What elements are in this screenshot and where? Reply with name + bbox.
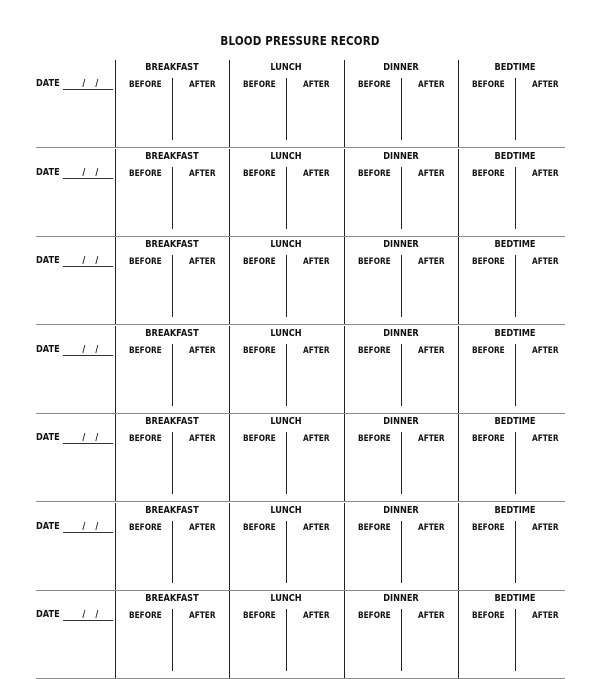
date-underline <box>63 620 113 621</box>
before-after-divider <box>401 167 402 229</box>
column-divider <box>115 591 116 679</box>
after-cell[interactable]: AFTER <box>418 80 445 90</box>
meal-heading: BEDTIME <box>494 416 536 427</box>
meal-heading: BREAKFAST <box>145 150 199 162</box>
date-label: DATE <box>36 520 60 532</box>
record-row <box>36 503 565 591</box>
before-after-divider <box>515 609 516 671</box>
meal-heading: LUNCH <box>270 504 302 516</box>
before-cell[interactable]: BEFORE <box>243 345 276 356</box>
date-underline <box>63 89 113 90</box>
before-after-divider <box>401 521 402 583</box>
before-cell[interactable]: BEFORE <box>472 168 505 179</box>
meal-heading: BREAKFAST <box>145 239 199 250</box>
before-after-divider <box>401 78 402 140</box>
after-cell[interactable]: AFTER <box>418 611 445 621</box>
before-cell[interactable]: BEFORE <box>472 257 505 267</box>
before-cell[interactable]: BEFORE <box>472 345 505 356</box>
column-divider <box>115 60 116 148</box>
after-cell[interactable]: AFTER <box>303 434 330 444</box>
column-divider <box>115 149 116 237</box>
before-after-divider <box>286 344 287 406</box>
date-underline <box>63 532 113 533</box>
column-divider <box>115 237 116 325</box>
before-after-divider <box>515 344 516 406</box>
column-divider <box>229 237 230 325</box>
record-row <box>36 591 565 679</box>
before-cell[interactable]: BEFORE <box>129 611 162 621</box>
before-cell[interactable]: BEFORE <box>243 80 276 90</box>
column-divider <box>458 414 459 502</box>
after-cell[interactable]: AFTER <box>189 611 216 621</box>
column-divider <box>229 503 230 591</box>
date-label: DATE <box>36 78 60 89</box>
after-cell[interactable]: AFTER <box>532 434 559 444</box>
column-divider <box>229 149 230 237</box>
before-after-divider <box>515 255 516 317</box>
before-after-divider <box>172 521 173 583</box>
column-divider <box>458 591 459 679</box>
meal-heading: BREAKFAST <box>145 504 199 516</box>
date-field[interactable] <box>36 78 114 94</box>
column-divider <box>344 503 345 591</box>
after-cell[interactable]: AFTER <box>303 257 330 267</box>
date-slash: / <box>82 255 86 266</box>
meal-heading: BREAKFAST <box>145 62 199 73</box>
before-after-divider <box>401 432 402 494</box>
column-divider <box>344 326 345 414</box>
column-divider <box>229 60 230 148</box>
meal-heading: DINNER <box>383 62 419 73</box>
meal-heading: BEDTIME <box>494 593 536 604</box>
meal-heading: BEDTIME <box>494 327 536 339</box>
after-cell[interactable]: AFTER <box>189 168 216 179</box>
meal-heading: DINNER <box>383 150 419 162</box>
date-underline <box>63 443 113 444</box>
before-after-divider <box>172 167 173 229</box>
record-row <box>36 326 565 414</box>
after-cell[interactable]: AFTER <box>303 345 330 356</box>
after-cell[interactable]: AFTER <box>418 257 445 267</box>
column-divider <box>229 414 230 502</box>
date-label: DATE <box>36 609 60 620</box>
before-cell[interactable]: BEFORE <box>129 257 162 267</box>
column-divider <box>115 503 116 591</box>
before-after-divider <box>286 78 287 140</box>
before-after-divider <box>172 432 173 494</box>
before-cell[interactable]: BEFORE <box>358 611 391 621</box>
column-divider <box>458 326 459 414</box>
meal-heading: BREAKFAST <box>145 416 199 427</box>
before-after-divider <box>401 255 402 317</box>
before-cell[interactable]: BEFORE <box>243 522 276 533</box>
date-label: DATE <box>36 166 60 178</box>
date-underline <box>63 355 113 356</box>
meal-heading: LUNCH <box>270 416 302 427</box>
date-slash: / <box>82 520 86 532</box>
column-divider <box>344 237 345 325</box>
date-slash: / <box>95 432 99 443</box>
date-slash: / <box>95 166 99 178</box>
meal-heading: DINNER <box>383 416 419 427</box>
before-cell[interactable]: BEFORE <box>129 168 162 179</box>
before-cell[interactable]: BEFORE <box>358 345 391 356</box>
record-row <box>36 237 565 325</box>
after-cell[interactable]: AFTER <box>418 168 445 179</box>
date-field[interactable] <box>36 432 114 448</box>
date-underline <box>63 266 113 267</box>
date-label: DATE <box>36 255 60 266</box>
after-cell[interactable]: AFTER <box>418 522 445 533</box>
date-label: DATE <box>36 343 60 355</box>
page-title: BLOOD PRESSURE RECORD <box>220 34 380 48</box>
before-cell[interactable]: BEFORE <box>243 434 276 444</box>
date-field[interactable] <box>36 609 114 625</box>
meal-heading: LUNCH <box>270 150 302 162</box>
column-divider <box>458 237 459 325</box>
after-cell[interactable]: AFTER <box>189 345 216 356</box>
date-field[interactable] <box>36 167 114 183</box>
meal-heading: BEDTIME <box>494 239 536 250</box>
meal-heading: DINNER <box>383 327 419 339</box>
meal-heading: BREAKFAST <box>145 327 199 339</box>
after-cell[interactable]: AFTER <box>303 80 330 90</box>
after-cell[interactable]: AFTER <box>303 168 330 179</box>
before-cell[interactable]: BEFORE <box>243 257 276 267</box>
date-slash: / <box>95 255 99 266</box>
date-slash: / <box>82 78 86 89</box>
before-cell[interactable]: BEFORE <box>243 168 276 179</box>
before-after-divider <box>286 521 287 583</box>
date-field[interactable] <box>36 344 114 360</box>
after-cell[interactable]: AFTER <box>303 522 330 533</box>
before-cell[interactable]: BEFORE <box>358 257 391 267</box>
meal-heading: LUNCH <box>270 327 302 339</box>
before-after-divider <box>286 609 287 671</box>
date-field[interactable] <box>36 255 114 271</box>
before-after-divider <box>286 255 287 317</box>
record-row <box>36 414 565 502</box>
column-divider <box>458 149 459 237</box>
date-label: DATE <box>36 432 60 443</box>
meal-heading: LUNCH <box>270 593 302 604</box>
date-slash: / <box>82 432 86 443</box>
after-cell[interactable]: AFTER <box>418 345 445 356</box>
after-cell[interactable]: AFTER <box>532 611 559 621</box>
after-cell[interactable]: AFTER <box>532 80 559 90</box>
column-divider <box>344 149 345 237</box>
meal-heading: BEDTIME <box>494 150 536 162</box>
column-divider <box>344 591 345 679</box>
before-after-divider <box>286 167 287 229</box>
meal-heading: BEDTIME <box>494 62 536 73</box>
before-after-divider <box>172 78 173 140</box>
record-row <box>36 60 565 148</box>
date-slash: / <box>95 520 99 532</box>
before-cell[interactable]: BEFORE <box>472 80 505 90</box>
after-cell[interactable]: AFTER <box>532 168 559 179</box>
meal-heading: LUNCH <box>270 62 302 73</box>
column-divider <box>458 503 459 591</box>
column-divider <box>115 326 116 414</box>
after-cell[interactable]: AFTER <box>189 434 216 444</box>
meal-heading: DINNER <box>383 239 419 250</box>
before-cell[interactable]: BEFORE <box>472 434 505 444</box>
before-after-divider <box>515 521 516 583</box>
date-slash: / <box>95 78 99 89</box>
before-after-divider <box>172 609 173 671</box>
before-cell[interactable]: BEFORE <box>129 434 162 444</box>
column-divider <box>115 414 116 502</box>
record-row <box>36 149 565 237</box>
column-divider <box>229 591 230 679</box>
column-divider <box>344 414 345 502</box>
date-underline <box>63 178 113 179</box>
before-cell[interactable]: BEFORE <box>358 522 391 533</box>
before-cell[interactable]: BEFORE <box>129 345 162 356</box>
after-cell[interactable]: AFTER <box>189 80 216 90</box>
before-after-divider <box>515 432 516 494</box>
after-cell[interactable]: AFTER <box>303 611 330 621</box>
meal-heading: BEDTIME <box>494 504 536 516</box>
before-cell[interactable]: BEFORE <box>472 522 505 533</box>
after-cell[interactable]: AFTER <box>532 522 559 533</box>
meal-heading: DINNER <box>383 593 419 604</box>
date-slash: / <box>95 343 99 355</box>
before-after-divider <box>401 609 402 671</box>
after-cell[interactable]: AFTER <box>189 522 216 533</box>
after-cell[interactable]: AFTER <box>532 257 559 267</box>
before-after-divider <box>515 167 516 229</box>
before-cell[interactable]: BEFORE <box>129 80 162 90</box>
after-cell[interactable]: AFTER <box>532 345 559 356</box>
after-cell[interactable]: AFTER <box>418 434 445 444</box>
after-cell[interactable]: AFTER <box>189 257 216 267</box>
date-slash: / <box>82 166 86 178</box>
column-divider <box>344 60 345 148</box>
before-after-divider <box>401 344 402 406</box>
before-cell[interactable]: BEFORE <box>358 80 391 90</box>
before-cell[interactable]: BEFORE <box>129 522 162 533</box>
date-slash: / <box>95 609 99 620</box>
before-cell[interactable]: BEFORE <box>472 611 505 621</box>
date-slash: / <box>82 343 86 355</box>
before-cell[interactable]: BEFORE <box>358 434 391 444</box>
meal-heading: LUNCH <box>270 239 302 250</box>
date-slash: / <box>82 609 86 620</box>
column-divider <box>458 60 459 148</box>
before-after-divider <box>172 255 173 317</box>
meal-heading: DINNER <box>383 504 419 516</box>
meal-heading: BREAKFAST <box>145 593 199 604</box>
before-after-divider <box>515 78 516 140</box>
before-cell[interactable]: BEFORE <box>358 168 391 179</box>
column-divider <box>229 326 230 414</box>
date-field[interactable] <box>36 521 114 537</box>
before-cell[interactable]: BEFORE <box>243 611 276 621</box>
before-after-divider <box>286 432 287 494</box>
before-after-divider <box>172 344 173 406</box>
